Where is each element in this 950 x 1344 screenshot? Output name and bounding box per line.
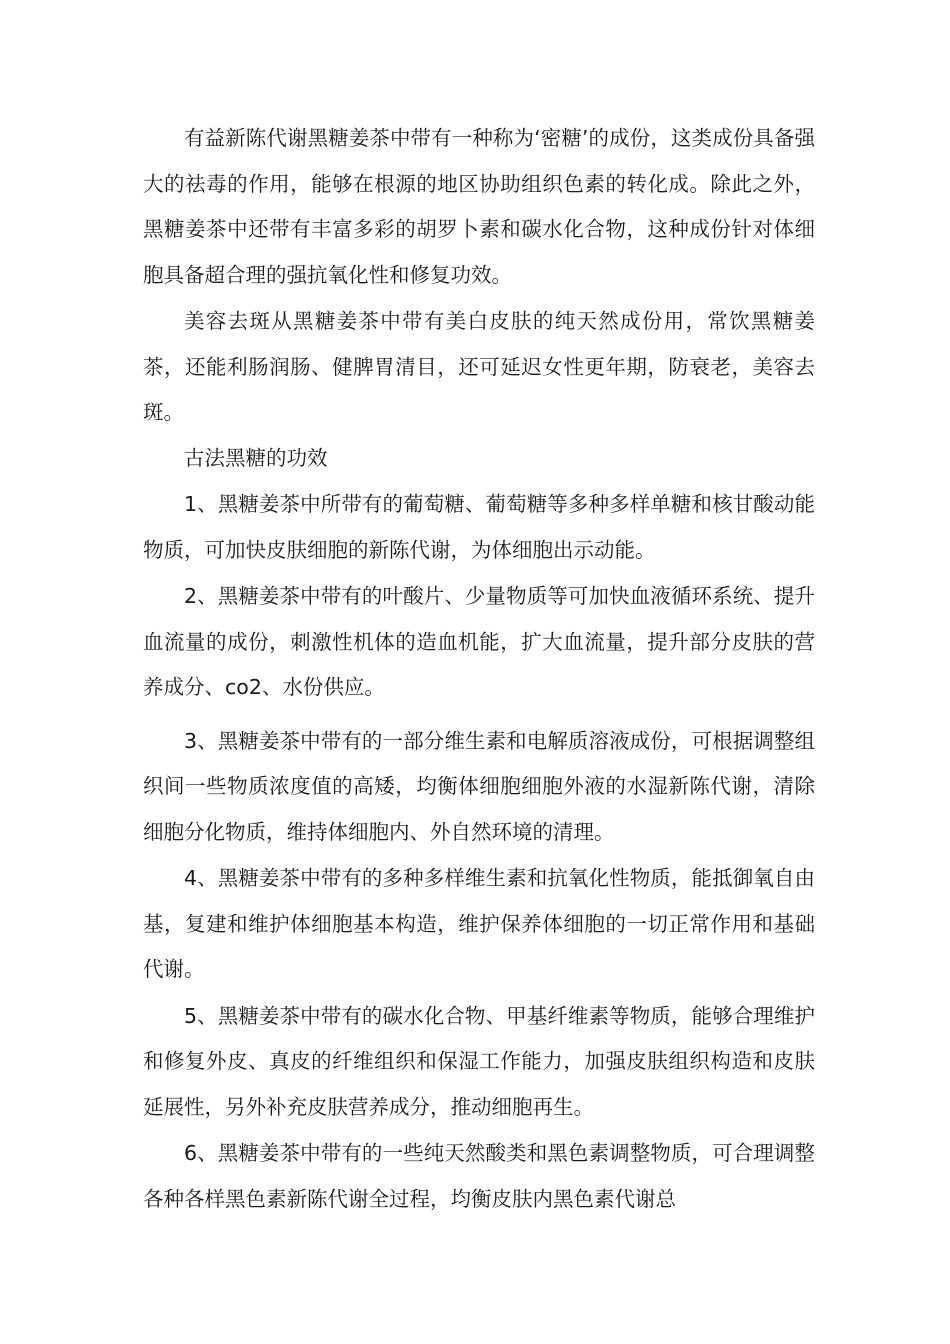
list-item-6: 6、黑糖姜茶中带有的一些纯天然酸类和黑色素调整物质，可合理调整各种各样黑色素新陈代谢全过程，均衡皮肤内黑色素代谢总 — [143, 1141, 815, 1211]
list-item-3: 3、黑糖姜茶中带有的一部分维生素和电解质溶液成份，可根据调整组织间一些物质浓度值的高矮，均衡体细胞细胞外液的水湿新陈代谢，清除细胞分化物质，维持体细胞内、外自然环境的清理。 — [143, 728, 815, 844]
list-item-2: 2、黑糖姜茶中带有的叶酸片、少量物质等可加快血液循环系统、提升血流量的成份，刺激性机体的造血机能，扩大血流量，提升部分皮肤的营养成分、co2、水份供应。 — [143, 584, 815, 699]
document-body — [143, 116, 815, 1222]
list-item-5: 5、黑糖姜茶中带有的碳水化合物、甲基纤维素等物质，能够合理维护和修复外皮、真皮的纤维组织和保湿工作能力，加强皮肤组织构造和皮肤延展性，另外补充皮肤营养成分，推动细胞再生。 — [143, 1003, 815, 1119]
list-item-4: 4、黑糖姜茶中带有的多种多样维生素和抗氧化性物质，能抵御氧自由基，复建和维护体细胞基本构造，维护保养体细胞的一切正常作用和基础代谢。 — [143, 866, 815, 981]
list-item-1: 1、黑糖姜茶中所带有的葡萄糖、葡萄糖等多种多样单糖和核甘酸动能物质，可加快皮肤细胞的新陈代谢，为体细胞出示动能。 — [143, 492, 815, 562]
paragraph-beauty: 美容去斑从黑糖姜茶中带有美白皮肤的纯天然成份用，常饮黑糖姜茶，还能利肠润肠、健脾胃清目，还可延迟女性更年期，防衰老，美容去斑。 — [143, 309, 815, 424]
paragraph-metabolism: 有益新陈代谢黑糖姜茶中带有一种称为‘密糖’的成份，这类成份具备强大的祛毒的作用，能够在根源的地区协助组织色素的转化成。除此之外，黑糖姜茶中还带有丰富多彩的胡罗卜素和碳水化合物，这种成份针对体细胞具备超合理的强抗氧化性和修复功效。 — [143, 126, 815, 287]
section-heading: 古法黑糖的功效 — [184, 445, 328, 470]
